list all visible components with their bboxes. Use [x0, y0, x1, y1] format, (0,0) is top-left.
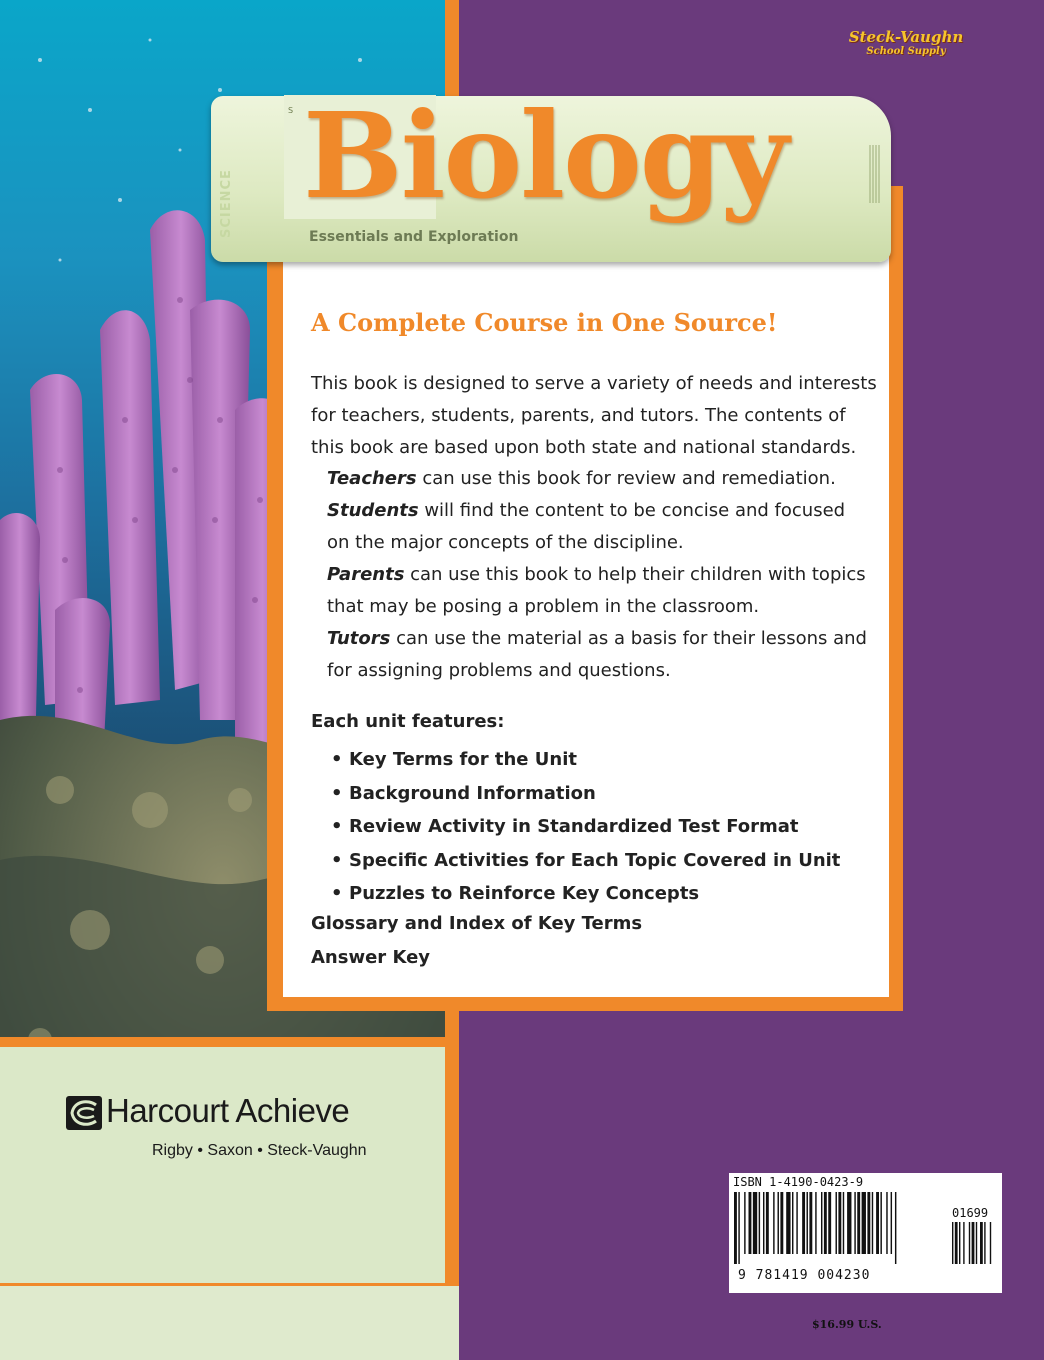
bottom-orange-band: [0, 1283, 459, 1286]
barcode-bar: [763, 1192, 764, 1254]
audience-text: can use this book for review and remediation.: [416, 468, 836, 489]
barcode-addon-bar: [959, 1222, 960, 1264]
barcode-bar: [838, 1192, 841, 1254]
ruler-decoration: [868, 143, 880, 205]
barcode-bar: [807, 1192, 808, 1254]
intro-paragraph: This book is designed to serve a variety of needs and interests for teachers, students, parents, and tutors. The contents of this book are based upon both state and national standards.: [311, 373, 877, 458]
publisher-logo: [66, 1092, 381, 1134]
barcode-bars: [734, 1192, 1000, 1264]
feature-item: • Review Activity in Standardized Test Format: [331, 810, 840, 844]
barcode-bar: [778, 1192, 779, 1254]
audience-item: [327, 463, 867, 495]
barcode-bar: [796, 1192, 797, 1254]
barcode-addon-bar: [984, 1222, 985, 1264]
barcode-addon-bar: [952, 1222, 953, 1264]
answer-key-line: Answer Key: [311, 947, 431, 968]
brand-tagline: School Supply: [866, 46, 946, 57]
publisher-imprints: Rigby • Saxon • Steck-Vaughn: [152, 1142, 367, 1159]
audience-role: Tutors: [327, 628, 391, 649]
barcode-addon: 01699: [952, 1206, 989, 1220]
barcode-bar: [809, 1192, 812, 1254]
audience-text: will find the content to be concise and focused on the major concepts of the discipline.: [327, 500, 846, 553]
audience-text: can use this book to help their children with topics that may be posing a problem in the classroom.: [327, 564, 866, 617]
barcode-bar: [836, 1192, 837, 1254]
audience-role: Students: [327, 500, 419, 521]
barcode-bar: [802, 1192, 805, 1254]
barcode-bar: [780, 1192, 783, 1254]
barcode-addon-bar: [976, 1222, 977, 1264]
audience-role: Teachers: [327, 468, 417, 489]
audience-role: Parents: [327, 564, 405, 585]
feature-item: • Background Information: [331, 777, 840, 811]
barcode-bar: [891, 1192, 892, 1254]
barcode-addon-bar: [955, 1222, 958, 1264]
feature-item: • Puzzles to Reinforce Key Concepts: [331, 877, 840, 911]
barcode-bar: [759, 1192, 760, 1254]
price-label: $16.99 U.S.: [812, 1318, 882, 1331]
ean-number: 9 781419 004230: [738, 1268, 871, 1283]
barcode-bar: [828, 1192, 831, 1254]
barcode-bar: [749, 1192, 752, 1254]
audience-item: [327, 495, 867, 559]
steck-vaughn-brand-logo: [846, 28, 966, 57]
brand-name: Steck-Vaughn: [848, 28, 964, 46]
barcode-addon-bar: [972, 1222, 975, 1264]
barcode-bar: [886, 1192, 887, 1254]
barcode-bar: [867, 1192, 870, 1254]
barcode-bar: [847, 1192, 851, 1254]
barcode-bar: [792, 1192, 793, 1254]
barcode-addon-bar: [963, 1222, 964, 1264]
glossary-line: Glossary and Index of Key Terms: [311, 913, 643, 934]
barcode-bar: [786, 1192, 790, 1254]
barcode-bar: [880, 1192, 881, 1254]
barcode-bar: [766, 1192, 769, 1254]
audience-item: [327, 559, 867, 623]
audience-item: [327, 623, 867, 687]
barcode-bar: [744, 1192, 745, 1254]
feature-item: • Specific Activities for Each Topic Covered in Unit: [331, 844, 840, 878]
barcode-bar: [824, 1192, 827, 1254]
barcode-bar: [895, 1192, 896, 1264]
barcode-bar: [843, 1192, 844, 1254]
barcode-bar: [872, 1192, 873, 1254]
series-mark: S: [288, 106, 294, 115]
series-label: SCIENCE: [219, 169, 234, 238]
feature-item: • Key Terms for the Unit: [331, 743, 840, 777]
barcode-bar: [753, 1192, 757, 1254]
barcode-bar: [738, 1192, 739, 1264]
barcode-addon-bar: [990, 1222, 991, 1264]
content-heading: A Complete Course in One Source!: [311, 308, 778, 337]
barcode-addon-bar: [969, 1222, 970, 1264]
barcode-bar: [854, 1192, 855, 1254]
features-heading: Each unit features:: [311, 711, 505, 732]
book-title: Biology: [303, 86, 787, 225]
audience-text: can use the material as a basis for their lessons and for assigning problems and questions.: [327, 628, 867, 681]
barcode-bar: [773, 1192, 774, 1254]
barcode-bar: [862, 1192, 866, 1254]
isbn-text: ISBN 1-4190-0423-9: [733, 1175, 864, 1189]
barcode-bar: [876, 1192, 879, 1254]
publisher-panel: [0, 1037, 445, 1283]
features-list: [331, 743, 840, 911]
barcode-bar: [815, 1192, 816, 1254]
barcode-bar: [857, 1192, 860, 1254]
barcode-addon-bar: [980, 1222, 983, 1264]
barcode-bar: [821, 1192, 822, 1254]
audience-list: [327, 463, 867, 687]
barcode-bar: [734, 1192, 737, 1264]
harcourt-logo-icon: [66, 1096, 102, 1130]
bottom-strip: [0, 1283, 459, 1360]
publisher-name: Harcourt Achieve: [106, 1092, 350, 1129]
book-subtitle: Essentials and Exploration: [309, 229, 519, 245]
